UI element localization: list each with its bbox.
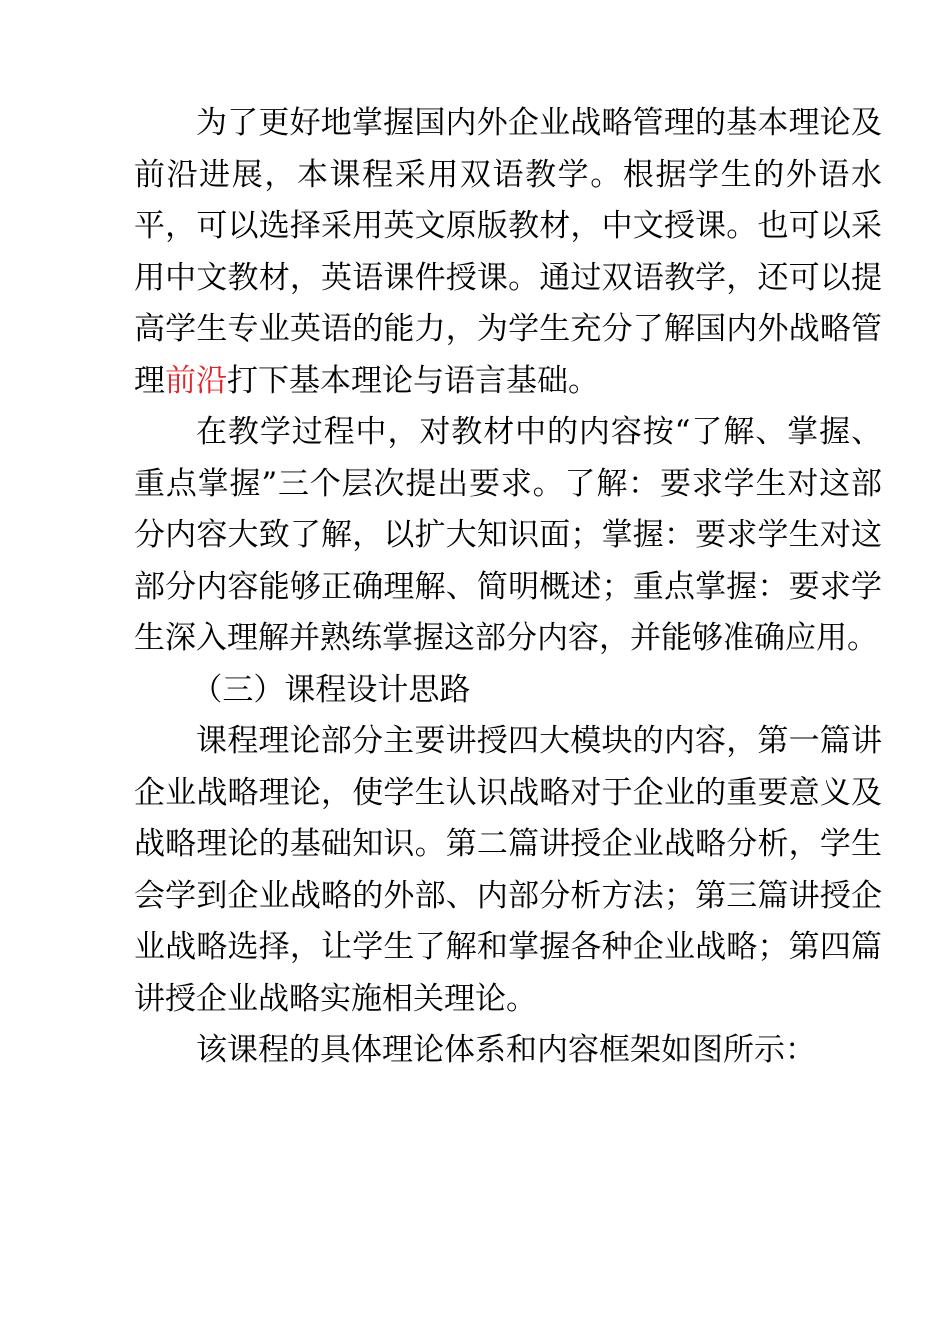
section-heading: （三）课程设计思路 [191, 671, 471, 708]
paragraph-course-modules: 课程理论部分主要讲授四大模块的内容，第一篇讲企业战略理论，使学生认识战略对于企业的重要意义及战略理论的基础知识。第二篇讲授企业战略分析，学生会学到企业战略的外部、内部分析方法；第三篇讲授企业战略选择，让学生了解和掌握各种企业战略；第四篇讲授企业战略实施相关理论。 [134, 723, 882, 1017]
paragraph-teaching-requirements: 在教学过程中，对教材中的内容按“了解、掌握、重点掌握”三个层次提出要求。了解：要求学生对这部分内容大致了解，以扩大知识面；掌握：要求学生对这部分内容能够正确理解、简明概述；重点掌握：要求学生深入理解并熟练掌握这部分内容，并能够准确应用。 [134, 414, 882, 656]
paragraph-1-tail: 打下基本理论与语言基础。 [227, 362, 599, 399]
paragraph-1-text: 为了更好地掌握国内外企业战略管理的基本理论及前沿进展，本课程采用双语教学。根据学生的外语水平，可以选择采用英文原版教材，中文授课。也可以采用中文教材，英语课件授课。通过双语教学，还可以提高学生专业英语的能力，为学生充分了解国内外战略管理 [134, 105, 882, 399]
highlighted-term: 前沿 [165, 362, 227, 399]
document-body [134, 98, 882, 1077]
paragraph-bilingual-teaching [134, 98, 882, 407]
paragraph-framework-intro: 该课程的具体理论体系和内容框架如图所示： [196, 1032, 816, 1068]
